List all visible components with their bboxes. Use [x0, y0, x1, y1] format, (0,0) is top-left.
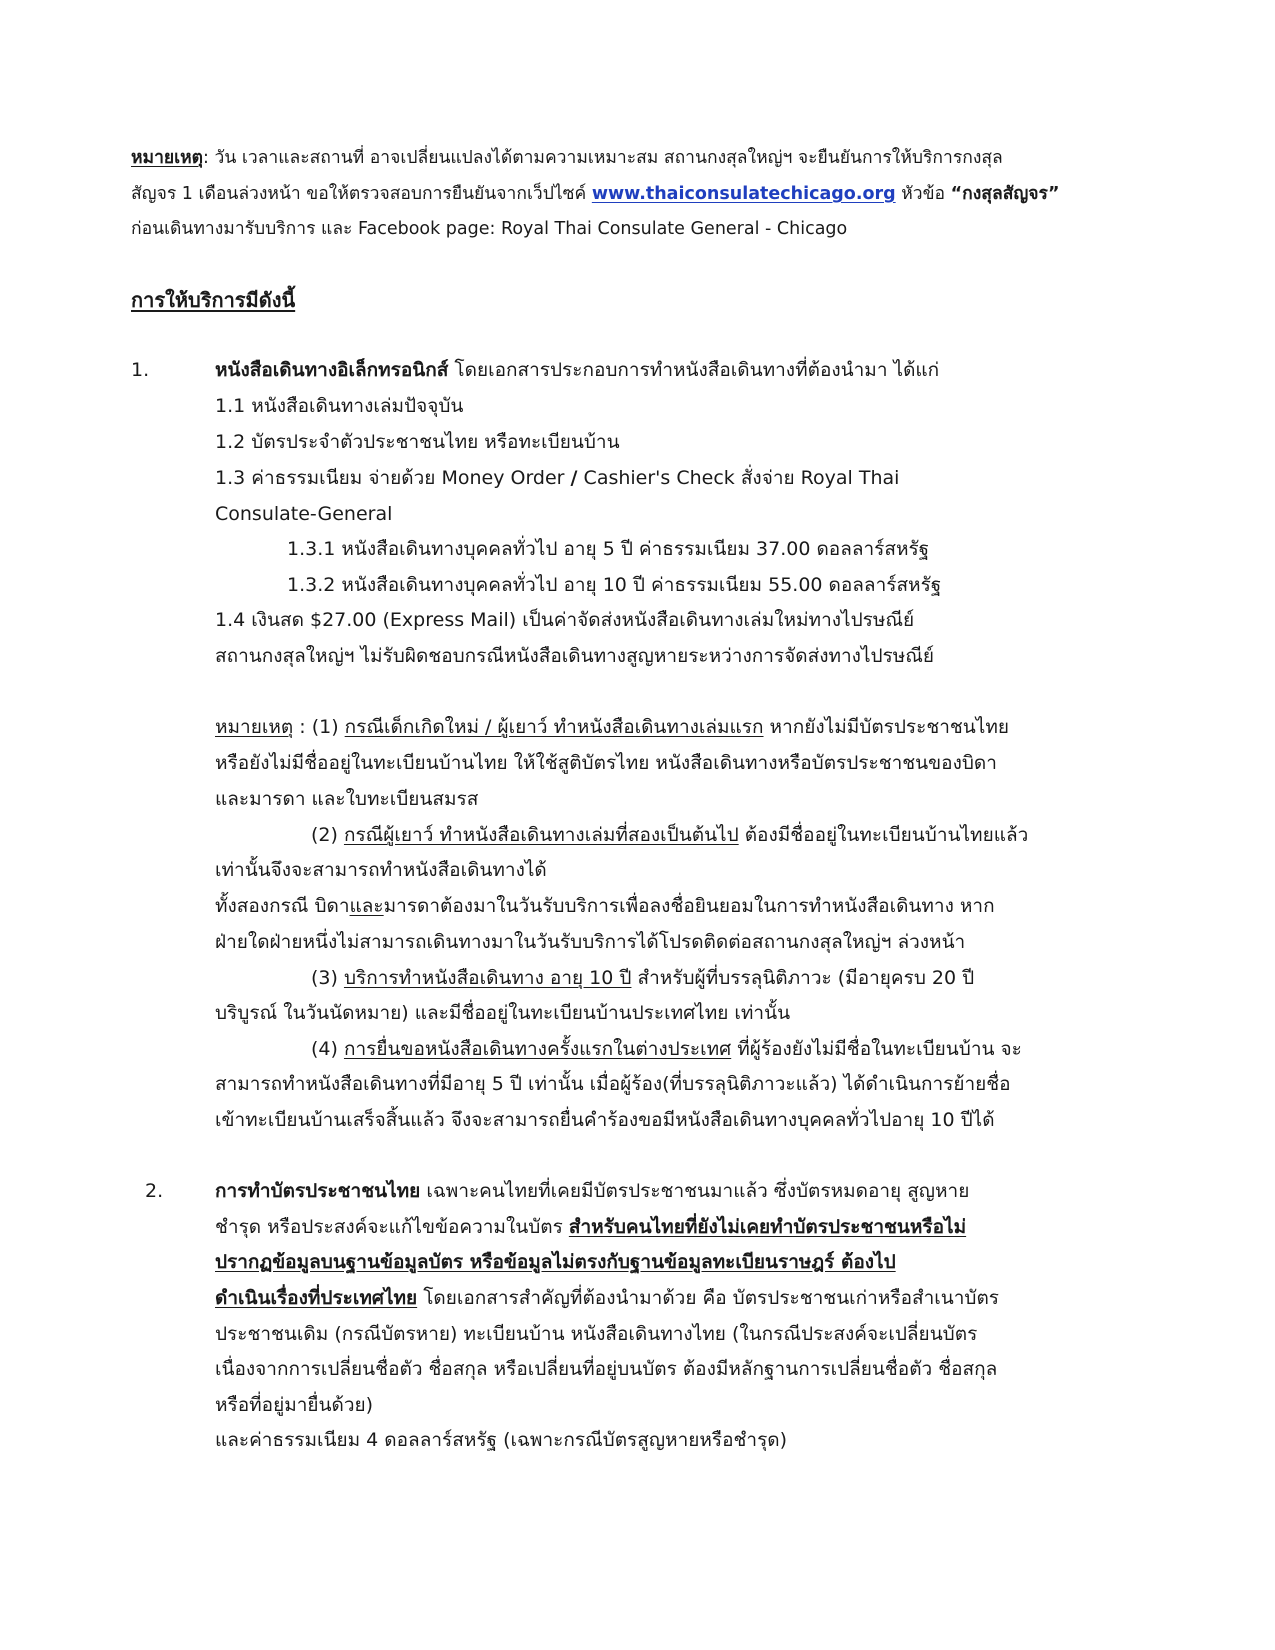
item-2-title-line: การทำบัตรประชาชนไทย เฉพาะคนไทยที่เคยมีบัตรประชาชนมาแล้ว ซึ่งบัตรหมดอายุ สูญหาย [215, 1180, 970, 1202]
note2-both-cases: ทั้งสองกรณี บิดาและมารดาต้องมาในวันรับบริการเพื่อลงชื่อยินยอมในการทำหนังสือเดินทาง หาก [215, 895, 995, 917]
note-label: หมายเหตุ [131, 148, 204, 168]
services-heading: การให้บริการมีดังนี้ [131, 288, 296, 312]
note2-case-3-cont: บริบูรณ์ ในวันนัดหมาย) และมีชื่ออยู่ในทะเบียนบ้านประเทศไทย เท่านั้น [215, 1002, 791, 1024]
subitem-1-4: 1.4 เงินสด $27.00 (Express Mail) เป็นค่าจัดส่งหนังสือเดินทางเล่มใหม่ทางไปรษณีย์ [215, 609, 915, 631]
subitem-1-4-cont: สถานกงสุลใหญ่ฯ ไม่รับผิดชอบกรณีหนังสือเดินทางสูญหายระหว่างการจัดส่งทางไปรษณีย์ [215, 645, 935, 667]
note2-line-2: หรือยังไม่มีชื่ออยู่ในทะเบียนบ้านไทย ให้ใช้สูติบัตรไทย หนังสือเดินทางหรือบัตรประชาชนของบิดา [215, 752, 997, 774]
note2-line-3: และมารดา และใบทะเบียนสมรส [215, 788, 479, 810]
subitem-1-2: 1.2 บัตรประจำตัวประชาชนไทย หรือทะเบียนบ้าน [215, 431, 620, 453]
note2-case-3: (3) บริการทำหนังสือเดินทาง อายุ 10 ปี สำหรับผู้ที่บรรลุนิติภาวะ (มีอายุครบ 20 ปี [311, 967, 975, 989]
item-2-line-3: ปรากฏข้อมูลบนฐานข้อมูลบัตร หรือข้อมูลไม่ตรงกับฐานข้อมูลทะเบียนราษฎร์ ต้องไป [215, 1251, 896, 1273]
subitem-1-3-1: 1.3.1 หนังสือเดินทางบุคคลทั่วไป อายุ 5 ปี ค่าธรรมเนียม 37.00 ดอลลาร์สหรัฐ [287, 538, 930, 560]
item-2-line-5: ประชาชนเดิม (กรณีบัตรหาย) ทะเบียนบ้าน หนังสือเดินทางไทย (ในกรณีประสงค์จะเปลี่ยนบัตร [215, 1323, 978, 1345]
item-2-line-7: หรือที่อยู่มายื่นด้วย) [215, 1394, 374, 1416]
note2-case-2-cont: เท่านั้นจึงจะสามารถทำหนังสือเดินทางได้ [215, 859, 547, 881]
note2-case-4: (4) การยื่นขอหนังสือเดินทางครั้งแรกในต่างประเทศ ที่ผู้ร้องยังไม่มีชื่อในทะเบียนบ้าน จะ [311, 1038, 1022, 1060]
subitem-1-3-2: 1.3.2 หนังสือเดินทางบุคคลทั่วไป อายุ 10 ปี ค่าธรรมเนียม 55.00 ดอลลาร์สหรัฐ [287, 574, 942, 596]
item-1-number: 1. [131, 359, 150, 381]
item-2-title: การทำบัตรประชาชนไทย [215, 1180, 421, 1202]
item-2-number: 2. [145, 1180, 164, 1202]
item-2-line-8: และค่าธรรมเนียม 4 ดอลลาร์สหรัฐ (เฉพาะกรณีบัตรสูญหายหรือชำรุด) [215, 1429, 788, 1451]
item-1-title-line: หนังสือเดินทางอิเล็กทรอนิกส์ โดยเอกสารประกอบการทำหนังสือเดินทางที่ต้องนำมา ได้แก่ [215, 359, 940, 381]
note2-case-4-cont-2: เข้าทะเบียนบ้านเสร็จสิ้นแล้ว จึงจะสามารถยื่นคำร้องขอมีหนังสือเดินทางบุคคลทั่วไปอายุ 10 ปีได้ [215, 1109, 995, 1131]
website-link[interactable]: www.thaiconsulatechicago.org [591, 184, 896, 204]
item-2-line-4: ดำเนินเรื่องที่ประเทศไทย โดยเอกสารสำคัญที่ต้องนำมาด้วย คือ บัตรประชาชนเก่าหรือสำเนาบัตร [215, 1287, 1000, 1309]
item-1-title: หนังสือเดินทางอิเล็กทรอนิกส์ [215, 359, 449, 381]
subitem-1-3: 1.3 ค่าธรรมเนียม จ่ายด้วย Money Order / Cashier's Check สั่งจ่าย Royal Thai [215, 467, 900, 489]
subitem-1-1: 1.1 หนังสือเดินทางเล่มปัจจุบัน [215, 395, 464, 417]
note-line-1: หมายเหตุ: วัน เวลาและสถานที่ อาจเปลี่ยนแปลงได้ตามความเหมาะสม สถานกงสุลใหญ่ฯ จะยืนยันการให้บริการกงสุล [131, 148, 1003, 168]
note2-label: หมายเหตุ [215, 716, 294, 738]
subitem-1-3-cont: Consulate-General [215, 503, 393, 525]
note-line-2: สัญจร 1 เดือนล่วงหน้า ขอให้ตรวจสอบการยืนยันจากเว็ปไซค์ www.thaiconsulatechicago.org หัวข้อ “กงสุลสัญจร” [131, 184, 1060, 204]
note2-line-1: หมายเหตุ : (1) กรณีเด็กเกิดใหม่ / ผู้เยาว์ ทำหนังสือเดินทางเล่มแรก หากยังไม่มีบัตรประชาชนไทย [215, 716, 1010, 738]
note-line-3: ก่อนเดินทางมารับบริการ และ Facebook page: Royal Thai Consulate General - Chicago [131, 219, 848, 239]
item-2-line-2: ชำรุด หรือประสงค์จะแก้ไขข้อความในบัตร สำหรับคนไทยที่ยังไม่เคยทำบัตรประชาชนหรือไม่ [215, 1216, 967, 1238]
note2-both-cases-cont: ฝ่ายใดฝ่ายหนึ่งไม่สามารถเดินทางมาในวันรับบริการได้โปรดติดต่อสถานกงสุลใหญ่ฯ ล่วงหน้า [215, 931, 966, 953]
note2-case-4-cont-1: สามารถทำหนังสือเดินทางที่มีอายุ 5 ปี เท่านั้น เมื่อผู้ร้อง(ที่บรรลุนิติภาวะแล้ว) ได้ดำเนินการย้ายชื่อ [215, 1073, 1011, 1095]
note2-case-2: (2) กรณีผู้เยาว์ ทำหนังสือเดินทางเล่มที่สองเป็นต้นไป ต้องมีชื่ออยู่ในทะเบียนบ้านไทยแล้ว [311, 824, 1029, 846]
item-2-line-6: เนื่องจากการเปลี่ยนชื่อตัว ชื่อสกุล หรือเปลี่ยนที่อยู่บนบัตร ต้องมีหลักฐานการเปลี่ยนชื่อตัว ชื่อสกุล [215, 1358, 998, 1380]
topic-label: “กงสุลสัญจร” [950, 184, 1060, 204]
